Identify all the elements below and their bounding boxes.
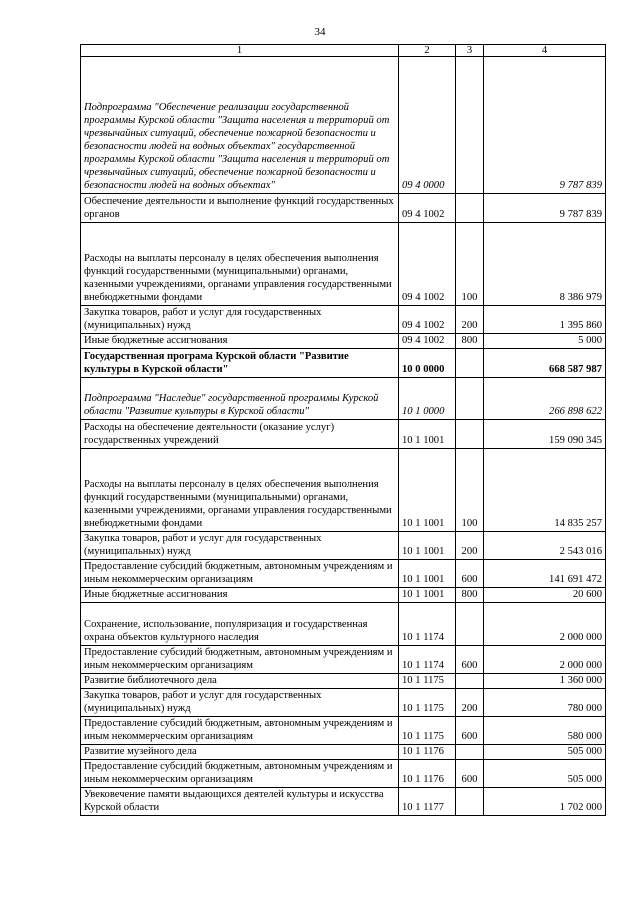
row-amount: 1 395 860 xyxy=(484,306,606,334)
row-name: Предоставление субсидий бюджетным, автономным учреждениям и иным некоммерческим организациям xyxy=(81,760,399,788)
budget-table xyxy=(80,44,606,816)
row-name: Обеспечение деятельности и выполнение функций государственных органов xyxy=(81,194,399,223)
row-code: 10 1 1175 xyxy=(399,717,456,745)
row-code: 10 1 1001 xyxy=(399,420,456,449)
row-expense-type xyxy=(456,745,484,760)
row-amount: 2 000 000 xyxy=(484,646,606,674)
row-name: Развитие музейного дела xyxy=(81,745,399,760)
row-expense-type: 800 xyxy=(456,334,484,349)
table-row xyxy=(81,646,606,674)
row-expense-type xyxy=(456,788,484,816)
row-name: Развитие библиотечного дела xyxy=(81,674,399,689)
row-amount: 8 386 979 xyxy=(484,223,606,306)
row-code: 09 4 1002 xyxy=(399,334,456,349)
row-expense-type: 800 xyxy=(456,588,484,603)
row-amount: 505 000 xyxy=(484,745,606,760)
row-amount: 1 360 000 xyxy=(484,674,606,689)
table-row xyxy=(81,560,606,588)
header-col-1: 1 xyxy=(81,45,399,57)
row-code: 10 1 1175 xyxy=(399,674,456,689)
row-amount: 668 587 987 xyxy=(484,349,606,378)
row-code: 09 4 1002 xyxy=(399,306,456,334)
row-expense-type: 200 xyxy=(456,306,484,334)
table-row xyxy=(81,674,606,689)
row-amount: 141 691 472 xyxy=(484,560,606,588)
row-name: Увековечение памяти выдающихся деятелей культуры и искусства Курской области xyxy=(81,788,399,816)
row-amount: 5 000 xyxy=(484,334,606,349)
row-expense-type: 600 xyxy=(456,560,484,588)
row-code: 09 4 1002 xyxy=(399,194,456,223)
row-code: 10 1 1177 xyxy=(399,788,456,816)
table-row xyxy=(81,588,606,603)
row-expense-type: 100 xyxy=(456,449,484,532)
table-header-row xyxy=(81,45,606,57)
row-code: 10 1 1174 xyxy=(399,603,456,646)
row-amount: 505 000 xyxy=(484,760,606,788)
table-row xyxy=(81,194,606,223)
row-name: Закупка товаров, работ и услуг для государственных (муниципальных) нужд xyxy=(81,689,399,717)
table-row xyxy=(81,717,606,745)
row-code: 10 1 1001 xyxy=(399,449,456,532)
row-name: Предоставление субсидий бюджетным, автономным учреждениям и иным некоммерческим организациям xyxy=(81,560,399,588)
table-row xyxy=(81,760,606,788)
row-expense-type xyxy=(456,603,484,646)
row-name: Иные бюджетные ассигнования xyxy=(81,334,399,349)
row-name: Государственная програма Курской области "Развитие культуры в Курской области" xyxy=(81,349,399,378)
table-row xyxy=(81,532,606,560)
row-code: 10 1 1001 xyxy=(399,588,456,603)
row-amount: 14 835 257 xyxy=(484,449,606,532)
row-amount: 159 090 345 xyxy=(484,420,606,449)
row-expense-type xyxy=(456,674,484,689)
row-code: 10 1 1001 xyxy=(399,532,456,560)
row-expense-type xyxy=(456,378,484,420)
table-row xyxy=(81,603,606,646)
row-code: 10 1 1001 xyxy=(399,560,456,588)
row-expense-type xyxy=(456,194,484,223)
row-name: Расходы на обеспечение деятельности (оказание услуг) государственных учреждений xyxy=(81,420,399,449)
row-expense-type: 600 xyxy=(456,760,484,788)
table-row xyxy=(81,334,606,349)
row-expense-type: 600 xyxy=(456,646,484,674)
table-row xyxy=(81,57,606,194)
row-amount: 580 000 xyxy=(484,717,606,745)
row-code: 10 1 1176 xyxy=(399,760,456,788)
table-row xyxy=(81,420,606,449)
row-expense-type xyxy=(456,57,484,194)
table-row xyxy=(81,349,606,378)
table-row xyxy=(81,223,606,306)
table-row xyxy=(81,689,606,717)
header-col-4: 4 xyxy=(484,45,606,57)
row-amount: 2 000 000 xyxy=(484,603,606,646)
row-amount: 1 702 000 xyxy=(484,788,606,816)
row-name: Иные бюджетные ассигнования xyxy=(81,588,399,603)
header-col-2: 2 xyxy=(399,45,456,57)
row-name: Подпрограмма "Обеспечение реализации государственной программы Курской области "Защита населения и территорий от чрезвычайных ситуаций, обеспечение пожарной безопасности и безопасности людей на водных объектах" государственной программы Курской области "Защита населения и территорий от чрезвычайных ситуаций, обеспечение пожарной безопасности и безопасности людей на водных объектах" xyxy=(81,57,399,194)
row-name: Подпрограмма "Наследие" государственной программы Курской области "Развитие культуры в Курской области" xyxy=(81,378,399,420)
table-row xyxy=(81,788,606,816)
table-row xyxy=(81,306,606,334)
row-name: Закупка товаров, работ и услуг для государственных (муниципальных) нужд xyxy=(81,306,399,334)
row-expense-type: 200 xyxy=(456,689,484,717)
row-name: Сохранение, использование, популяризация и государственная охрана объектов культурного наследия xyxy=(81,603,399,646)
row-amount: 9 787 839 xyxy=(484,194,606,223)
row-code: 10 1 1176 xyxy=(399,745,456,760)
row-code: 10 1 1174 xyxy=(399,646,456,674)
header-col-3: 3 xyxy=(456,45,484,57)
row-amount: 2 543 016 xyxy=(484,532,606,560)
table-row xyxy=(81,449,606,532)
row-amount: 9 787 839 xyxy=(484,57,606,194)
page-number: 34 xyxy=(314,26,326,38)
table-row xyxy=(81,378,606,420)
row-name: Расходы на выплаты персоналу в целях обеспечения выполнения функций государственными (муниципальными) органами, казенными учреждениями, органами управления государственными внебюджетными фондами xyxy=(81,223,399,306)
table-row xyxy=(81,745,606,760)
row-amount: 20 600 xyxy=(484,588,606,603)
row-code: 09 4 0000 xyxy=(399,57,456,194)
row-expense-type: 200 xyxy=(456,532,484,560)
row-name: Предоставление субсидий бюджетным, автономным учреждениям и иным некоммерческим организациям xyxy=(81,646,399,674)
row-name: Расходы на выплаты персоналу в целях обеспечения выполнения функций государственными (муниципальными) органами, казенными учреждениями, органами управления государственными внебюджетными фондами xyxy=(81,449,399,532)
row-amount: 266 898 622 xyxy=(484,378,606,420)
row-name: Закупка товаров, работ и услуг для государственных (муниципальных) нужд xyxy=(81,532,399,560)
row-code: 09 4 1002 xyxy=(399,223,456,306)
row-code: 10 1 1175 xyxy=(399,689,456,717)
row-amount: 780 000 xyxy=(484,689,606,717)
row-name: Предоставление субсидий бюджетным, автономным учреждениям и иным некоммерческим организациям xyxy=(81,717,399,745)
row-expense-type: 100 xyxy=(456,223,484,306)
row-expense-type: 600 xyxy=(456,717,484,745)
row-code: 10 1 0000 xyxy=(399,378,456,420)
row-code: 10 0 0000 xyxy=(399,349,456,378)
row-expense-type xyxy=(456,349,484,378)
row-expense-type xyxy=(456,420,484,449)
